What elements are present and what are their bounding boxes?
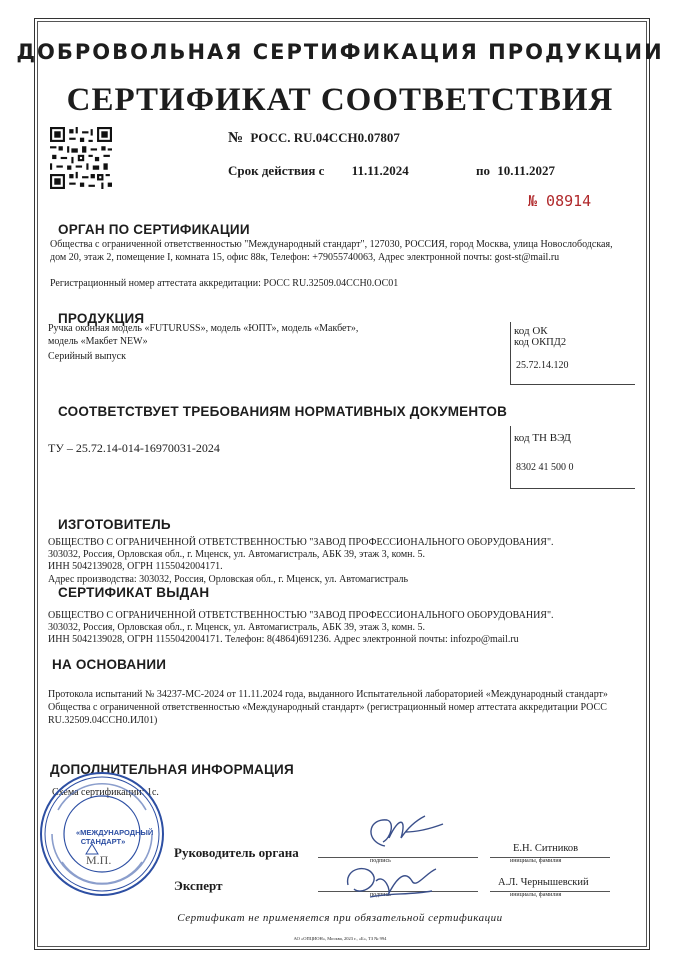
head-label: Руководитель органа <box>174 845 299 860</box>
organ-title: ОРГАН ПО СЕРТИФИКАЦИИ <box>58 222 250 237</box>
conformity-title: СООТВЕТСТВУЕТ ТРЕБОВАНИЯМ НОРМАТИВНЫХ ДОКУМЕНТОВ <box>58 404 508 419</box>
head-sign-caption: подпись <box>370 858 391 864</box>
validity-to-label: по <box>476 163 490 178</box>
validity-label: Срок действия с <box>228 163 325 178</box>
manufacturer-line2: 303032, Россия, Орловская обл., г. Мценск, ул. Автомагистраль, АБК 39, этаж 3, комн. 5. <box>48 549 426 560</box>
head-name: Е.Н. Ситников <box>513 843 579 854</box>
validity-to <box>476 163 555 179</box>
validity-date-from: 11.11.2024 <box>351 163 409 178</box>
stamp-center-text: «МЕЖДУНАРОДНЫЙ СТАНДАРТ» <box>76 828 154 846</box>
manufacturer-title: ИЗГОТОВИТЕЛЬ <box>58 517 171 532</box>
organ-text: Общества с ограниченной ответственностью "Международный стандарт", 127030, РОССИЯ, город Москва, улица Новослободская, дом 20, этаж 2, помещение I, комната 15, офис 88к, Телефон: +79055740063, Адрес электронной почты: gost-st@mail.ru <box>50 239 613 263</box>
product-line1: Ручка оконная модель «FUTURUSS», модель «ЮПТ», модель «Макбет», <box>48 323 359 334</box>
stamp-mp: М.П. <box>86 853 112 867</box>
qr-code-icon <box>50 127 112 189</box>
number-label: № <box>228 130 244 146</box>
header-certificate: СЕРТИФИКАТ СООТВЕТСТВИЯ <box>66 82 614 118</box>
manufacturer-line4: Адрес производства: 303032, Россия, Орловская обл., г. Мценск, ул. Автомагистраль <box>48 574 409 585</box>
expert-name: А.Л. Чернышевский <box>498 877 589 888</box>
certificate-number: РОСС. RU.04ССН0.07807 <box>250 130 400 145</box>
organ-reg: Регистрационный номер аттестата аккредитации: РОСС RU.32509.04ССН0.ОС01 <box>50 278 399 289</box>
tnved-label: код ТН ВЭД <box>514 432 571 444</box>
issued-line2: 303032, Россия, Орловская обл., г. Мценск, ул. Автомагистраль, АБК 39, этаж 3, комн. 5. <box>48 622 426 633</box>
expert-signature-icon <box>340 855 440 905</box>
head-name-caption: инициалы, фамилия <box>510 858 562 864</box>
basis-text: Протокола испытаний № 34237-МС-2024 от 11.11.2024 года, выданного Испытательной лабораторией «Международный стандарт» Общества с ограниченной ответственностью «Международный стандарт» (регистрационный номер аттестата аккредитации РОСС RU.32509.04ССН0.ИЛ01) <box>48 689 608 726</box>
tnved-value: 8302 41 500 0 <box>516 462 574 473</box>
issued-line1: ОБЩЕСТВО С ОГРАНИЧЕННОЙ ОТВЕТСТВЕННОСТЬЮ "ЗАВОД ПРОФЕССИОНАЛЬНОГО ОБОРУДОВАНИЯ". <box>48 610 554 621</box>
okpd-label1: код ОК <box>514 325 548 337</box>
expert-name-caption: инициалы, фамилия <box>510 892 562 898</box>
footer-note: Сертификат не применяется при обязательной сертификации <box>177 912 503 924</box>
additional-title: ДОПОЛНИТЕЛЬНАЯ ИНФОРМАЦИЯ <box>50 762 294 777</box>
product-line2: модель «Макбет NEW» <box>48 336 148 347</box>
blank-serial-number: № 08914 <box>528 192 592 210</box>
header-voluntary: ДОБРОВОЛЬНАЯ СЕРТИФИКАЦИЯ ПРОДУКЦИИ <box>16 40 664 64</box>
manufacturer-line1: ОБЩЕСТВО С ОГРАНИЧЕННОЙ ОТВЕТСТВЕННОСТЬЮ "ЗАВОД ПРОФЕССИОНАЛЬНОГО ОБОРУДОВАНИЯ". <box>48 537 554 548</box>
additional-text: Схема сертификации: 1с. <box>52 787 159 798</box>
issued-line3: ИНН 5042139028, ОГРН 1155042004171. Телефон: 8(4864)691236. Адрес электронной почты: infozpo@mail.ru <box>48 634 519 645</box>
conformity-doc: ТУ – 25.72.14-014-16970031-2024 <box>48 441 220 455</box>
manufacturer-line3: ИНН 5042139028, ОГРН 1155042004171. <box>48 561 223 572</box>
certificate-number-row <box>228 130 400 147</box>
product-title: ПРОДУКЦИЯ <box>58 311 145 326</box>
footer-print: АО «ОПЦИОН», Москва, 2023 г., «Б», ТЗ № 994 <box>293 936 387 941</box>
validity-row <box>228 163 409 179</box>
expert-label: Эксперт <box>174 878 223 893</box>
okpd-value: 25.72.14.120 <box>516 360 569 371</box>
product-line3: Серийный выпуск <box>48 351 126 362</box>
basis-title: НА ОСНОВАНИИ <box>52 657 167 672</box>
okpd-label2: код ОКПД2 <box>514 337 567 348</box>
issued-title: СЕРТИФИКАТ ВЫДАН <box>58 585 210 600</box>
expert-sign-caption: подпись <box>370 892 391 898</box>
validity-date-to: 10.11.2027 <box>497 163 556 178</box>
